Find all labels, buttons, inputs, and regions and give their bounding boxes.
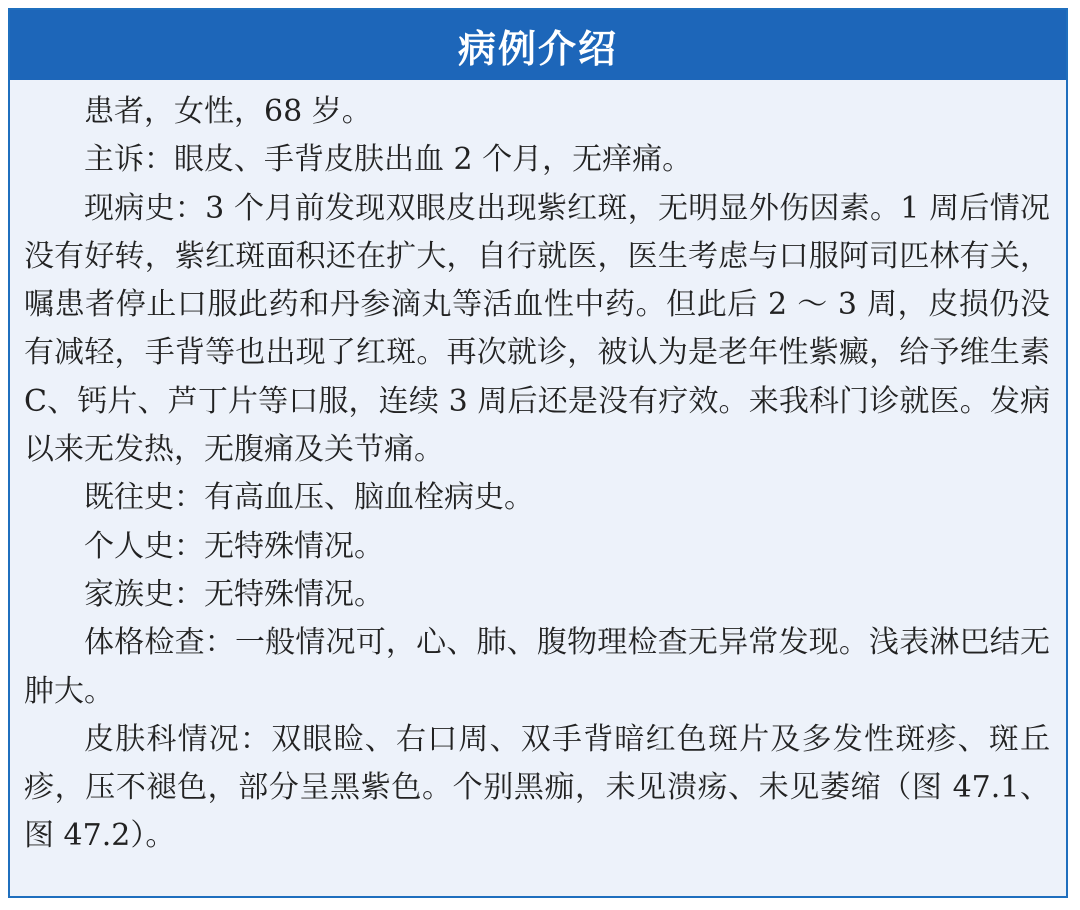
patient-info-paragraph: 患者，女性，68 岁。: [84, 94, 372, 129]
case-intro-title: 病例介绍: [457, 26, 618, 71]
case-intro-header: [10, 10, 1066, 80]
personal-history-paragraph: 个人史：无特殊情况。: [84, 528, 384, 564]
family-history-paragraph: 家族史：无特殊情况。: [84, 576, 384, 612]
past-history-paragraph: 既往史：有高血压、脑血栓病史。: [84, 480, 534, 516]
dermatology-exam-paragraph: 皮肤科情况：双眼睑、右口周、双手背暗红色斑片及多发性斑疹、斑丘疹，压不褪色，部分呈黑紫色。个别黑痂，未见溃疡、未见萎缩（图 47.1、图 47.2）。: [24, 721, 1050, 854]
chief-complaint-paragraph: 主诉：眼皮、手背皮肤出血 2 个月，无痒痛。: [84, 142, 693, 178]
present-illness-paragraph: 现病史：3 个月前发现双眼皮出现紫红斑，无明显外伤因素。1 周后情况没有好转，紫红斑面积还在扩大，自行就医，医生考虑与口服阿司匹林有关，嘱患者停止口服此药和丹参滴丸等活血性中药。但此后 2 ～ 3 周，皮损仍没有减轻，手背等也出现了红斑。再次就诊，被认为是老年性紫癜，给予维生素 C、钙片、芦丁片等口服，连续 3 周后还是没有疗效。来我科门诊就医。发病以来无发热，无腹痛及关节痛。: [24, 190, 1050, 468]
physical-exam-paragraph: 体格检查：一般情况可，心、肺、腹物理检查无异常发现。浅表淋巴结无肿大。: [24, 625, 1050, 709]
case-intro-content: [10, 80, 1066, 861]
case-intro-box: [8, 8, 1068, 898]
